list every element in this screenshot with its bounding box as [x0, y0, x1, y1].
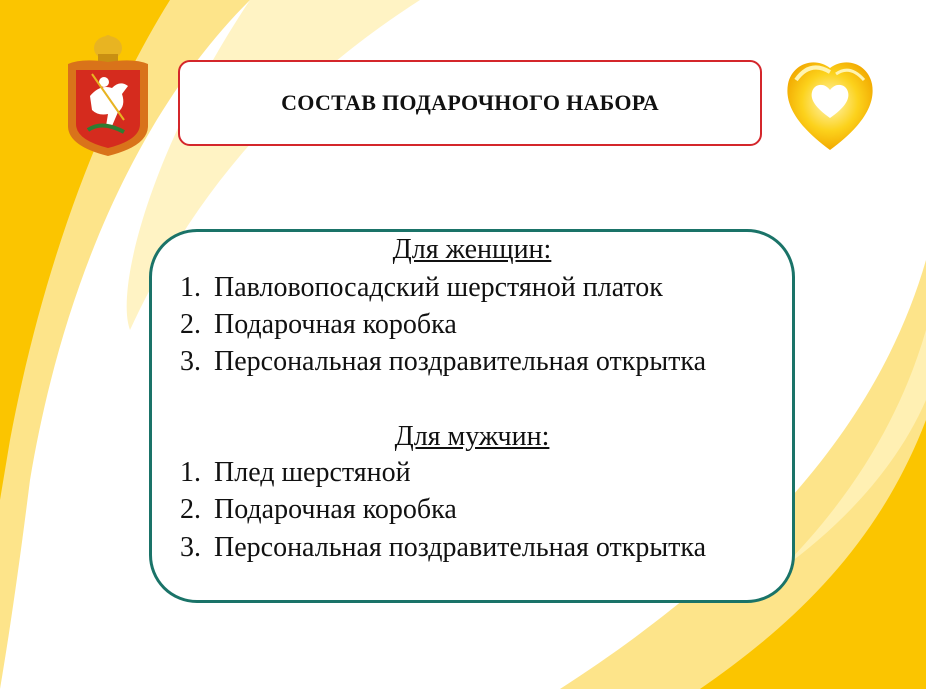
- list-item: [180, 532, 706, 564]
- list-item-text: Павловопосадский шерстяной платок: [214, 272, 663, 303]
- list-item-number: 1.: [180, 272, 201, 303]
- list-item-number: 3.: [180, 346, 201, 377]
- list-item-number: 2.: [180, 494, 201, 525]
- list-item-number: 3.: [180, 532, 201, 563]
- slide-title: СОСТАВ ПОДАРОЧНОГО НАБОРА: [281, 90, 659, 115]
- gift-set-contents-box: [149, 229, 795, 603]
- list-item: [180, 272, 663, 304]
- list-item: [180, 494, 457, 526]
- list-item: [180, 346, 706, 378]
- heart-logo-icon: [780, 54, 880, 154]
- list-item-text: Плед шерстяной: [214, 457, 411, 488]
- men-section-heading: Для мужчин:: [394, 421, 550, 452]
- list-item-text: Подарочная коробка: [214, 494, 457, 525]
- list-item: [180, 309, 457, 341]
- list-item-text: Персональная поздравительная открытка: [214, 346, 707, 377]
- title-box: [178, 60, 762, 146]
- list-item-text: Персональная поздравительная открытка: [214, 532, 707, 563]
- list-item: [180, 457, 411, 489]
- list-item-text: Подарочная коробка: [214, 309, 457, 340]
- moscow-region-emblem-icon: [62, 34, 154, 158]
- women-section-heading: Для женщин:: [392, 234, 552, 265]
- list-item-number: 2.: [180, 309, 201, 340]
- list-item-number: 1.: [180, 457, 201, 488]
